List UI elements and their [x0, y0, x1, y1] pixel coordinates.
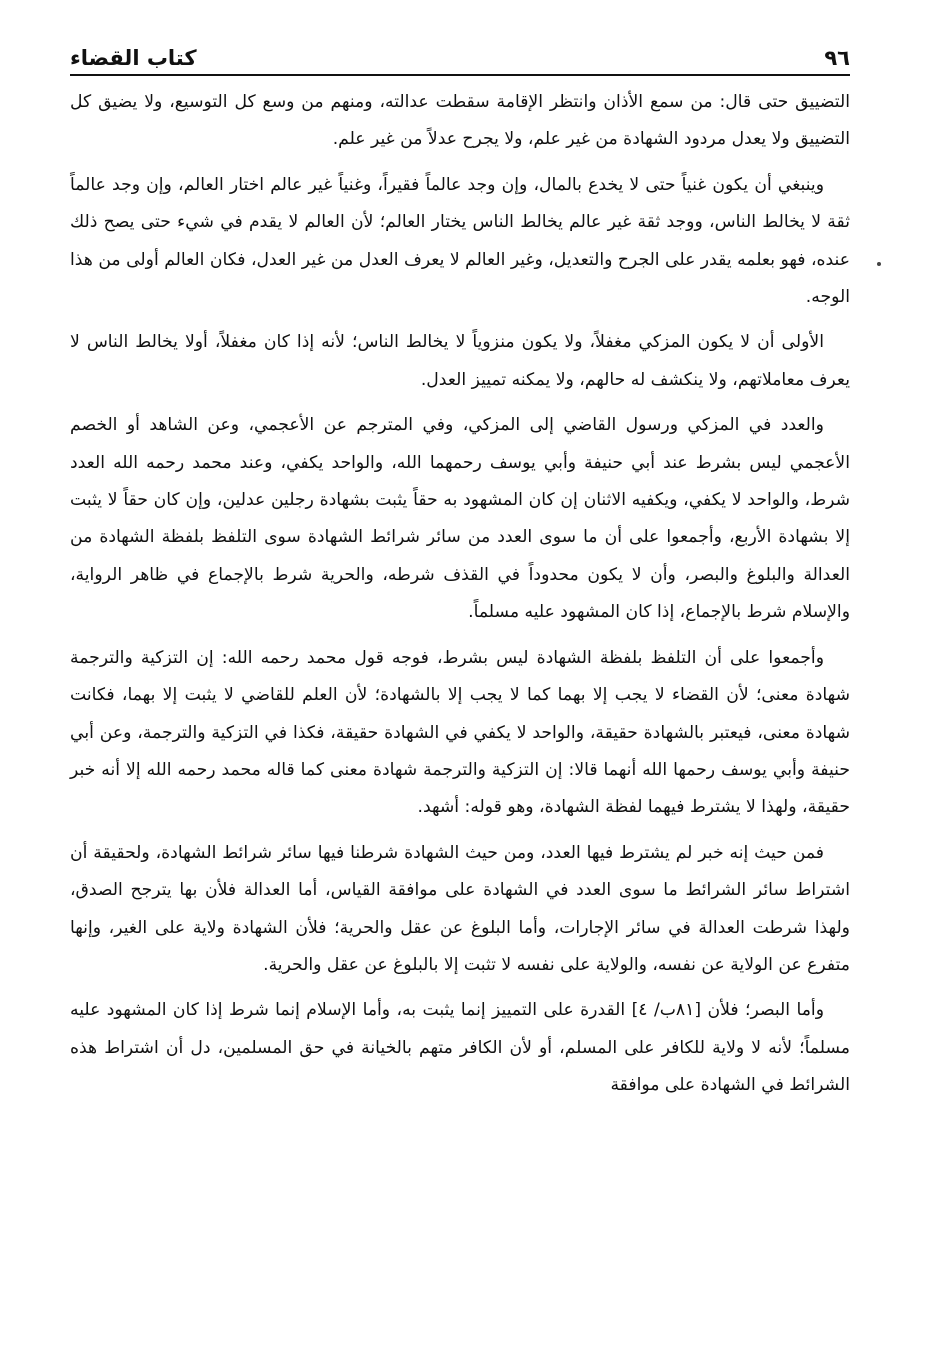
paragraph-1: التضييق حتى قال: من سمع الأذان وانتظر الإقامة سقطت عدالته، ومنهم من وسع كل التوسيع، ولا يضيق كل التضييق ولا يعدل مردود الشهادة من غير علم، ولا يجرح عدلاً من غير علم.	[70, 92, 850, 150]
paragraph-3: الأولى أن لا يكون المزكي مغفلاً، ولا يكون منزوياً لا يخالط الناس؛ لأنه إذا كان مغفلاً، أولا يخالط الناس لا يعرف معاملاتهم، ولا ينكشف له حالهم، ولا يمكنه تمييز العدل.	[70, 332, 850, 390]
book-title: كتاب القضاء	[70, 46, 197, 70]
paragraph-5: وأجمعوا على أن التلفظ بلفظة الشهادة ليس بشرط، فوجه قول محمد رحمه الله: إن التزكية والترجمة شهادة معنى؛ لأن القضاء لا يجب إلا بهما كما لا يجب إلا بالشهادة؛ لأن العلم للقاضي لا يثبت إلا بهما، فكانت شهادة معنى، فيعتبر بالشهادة حقيقة، والواحد لا يكفي في الشهادة حقيقة، فكذا في التزكية والترجمة، وعن أبي حنيفة وأبي يوسف رحمها الله أنهما قالا: إن التزكية والترجمة شهادة معنى كما قاله محمد رحمه الله إلا أنه خبر حقيقة، ولهذا لا يشترط فيهما لفظة الشهادة، وهو قوله: أشهد.	[70, 647, 850, 818]
paragraph-7: وأما البصر؛ فلأن [٨١ب/ ٤] القدرة على التمييز إنما يثبت به، وأما الإسلام إنما شرط إذا كان المشهود عليه مسلماً؛ لأنه لا ولاية للكافر على المسلم، أو لأن الكافر متهم بالخيانة في حق المسلمين، دل أن اشتراط هذه الشرائط في الشهادة على موافقة	[70, 1000, 850, 1096]
header-divider	[70, 74, 850, 76]
paragraph-4: والعدد في المزكي ورسول القاضي إلى المزكي، وفي المترجم عن الأعجمي، وعن الشاهد أو الخصم الأعجمي ليس بشرط عند أبي حنيفة وأبي يوسف رحمهما الله، والواحد يكفي، وعند محمد رحمه الله العدد شرط، والواحد لا يكفي، ويكفيه الاثنان إن كان المشهود به حقاً يثبت بشهادة رجلين عدلين، وإن كان حقاً لا يثبت إلا بشهادة الأربع، وأجمعوا على أن ما سوى العدد من سائر شرائط الشهادة سوى التلفظ بلفظة الشهادة من العدالة والبلوغ والبصر، وأن لا يكون محدوداً في القذف شرطه، والحرية شرط بالإجماع في ظاهر الرواية، والإسلام شرط بالإجماع، إذا كان المشهود عليه مسلماً.	[70, 415, 850, 623]
paragraph-2: وينبغي أن يكون غنياً حتى لا يخدع بالمال، وإن وجد عالماً فقيراً، وغنياً غير عالم اختار العالم، وإن وجد عالماً ثقة لا يخالط الناس، ووجد ثقة غير عالم يخالط الناس يختار العالم؛ لأن العالم لا يقدم في شيء حتى يصح ذلك عنده، فهو بعلمه يقدر على الجرح والتعديل، وغير العالم لا يعرف العدل من غير العدل، فكان العالم أولى من هذا الوجه.	[70, 174, 850, 308]
margin-mark	[877, 262, 881, 266]
paragraph-6: فمن حيث إنه خبر لم يشترط فيها العدد، ومن حيث الشهادة شرطنا فيها سائر شرائط الشهادة، ولحقيقة أن اشتراط سائر الشرائط ما سوى العدد في الشهادة على موافقة القياس، أما العدالة فلأن بها يترجح الصدق، ولهذا شرطت العدالة في سائر الإجارات، وأما البلوغ عن عقل والحرية؛ فلأن الشهادة ولاية على الغير، وإنها متفرع عن الولاية عن نفسه، والولاية على نفسه لا تثبت إلا بالبلوغ عن عقل والحرية.	[70, 842, 850, 975]
page-number: ٩٦	[824, 46, 850, 70]
page-header	[70, 30, 850, 70]
page-body	[70, 84, 850, 1113]
